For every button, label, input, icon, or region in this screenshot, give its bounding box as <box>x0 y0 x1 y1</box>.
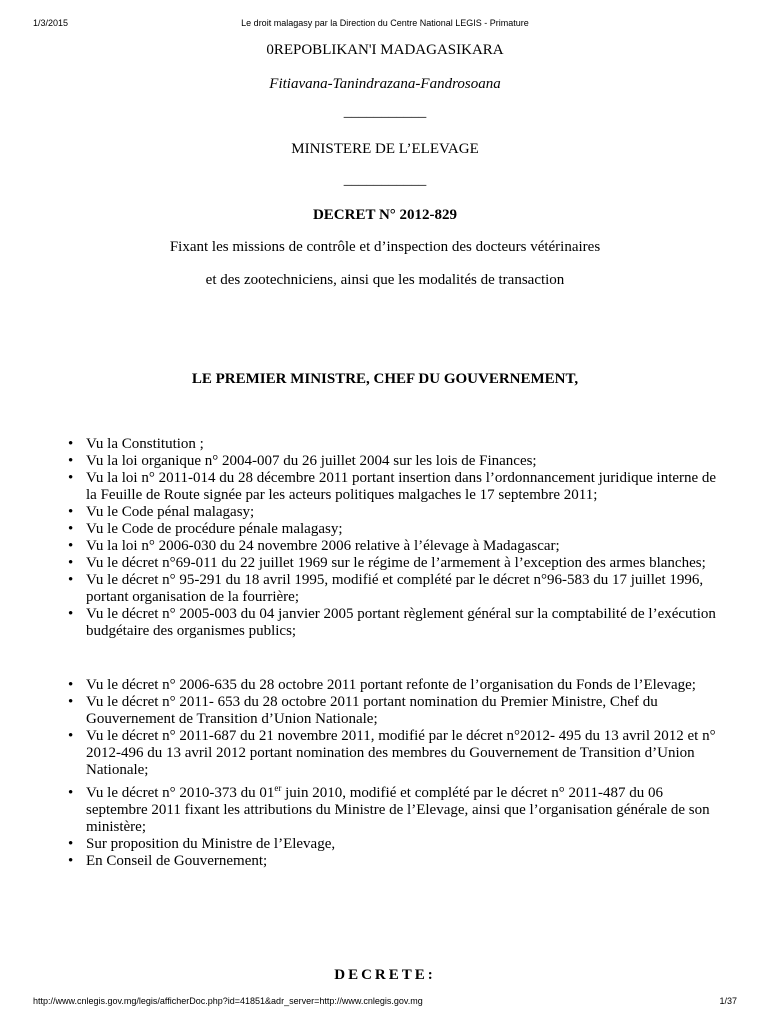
decree-subtitle-line1: Fixant les missions de contrôle et d’inspection des docteurs vétérinaires <box>169 239 601 255</box>
ministry-heading: MINISTERE DE L’ELEVAGE <box>291 141 479 157</box>
visa-item: • Vu le décret n°69-011 du 22 juillet 1969 sur le régime de l’armement à l’exception des armes blanches; <box>63 555 723 572</box>
visa-item: • Vu le décret n° 2011- 653 du 28 octobre 2011 portant nomination du Premier Ministre, Chef du Gouvernement de Transition d’Union Nationale; <box>63 694 723 728</box>
visa-text: juin 2010, modifié et complété par le décret n° 2011-487 du 06 septembre 2011 fixant les attributions du Ministre de l’Elevage, ainsi que l’organisation générale de son ministère; <box>86 785 710 835</box>
visa-list <box>63 677 723 870</box>
visa-item: • Vu la loi n° 2011-014 du 28 décembre 2011 portant insertion dans l’ordonnancement juridique interne de la Feuille de Route signée par les acteurs politiques malgaches le 17 septembre 2011; <box>63 470 723 504</box>
visa-item: • Vu le décret n° 2011-687 du 21 novembre 2011, modifié par le décret n°2012- 495 du 13 avril 2012 et n° 2012-496 du 13 avril 2012 portant nomination des membres du Gouvernement de Transition d’Union Nationale; <box>63 728 723 779</box>
decree-subtitle-line2: et des zootechniciens, ainsi que les modalités de transaction <box>205 272 565 288</box>
visa-item: • Vu la Constitution ; <box>63 436 723 453</box>
visa-item: • Sur proposition du Ministre de l’Elevage, <box>63 836 723 853</box>
visa-item: • En Conseil de Gouvernement; <box>63 853 723 870</box>
visa-item: • Vu la loi n° 2006-030 du 24 novembre 2006 relative à l’élevage à Madagascar; <box>63 538 723 555</box>
visa-item <box>63 785 723 836</box>
decree-number: DECRET N° 2012-829 <box>312 207 458 223</box>
republic-heading: 0REPOBLIKAN'I MADAGASIKARA <box>266 42 504 58</box>
decrete-heading: DECRETE: <box>334 967 436 983</box>
visa-item: • Vu le décret n° 95-291 du 18 avril 1995, modifié et complété par le décret n°96-583 du 17 juillet 1996, portant organisation de la fourrière; <box>63 572 723 606</box>
visa-item: • Vu le Code de procédure pénale malagasy; <box>63 521 723 538</box>
page-number: 1/37 <box>719 996 737 1006</box>
visa-item: • Vu le décret n° 2006-635 du 28 octobre 2011 portant refonte de l’organisation du Fonds de l’Elevage; <box>63 677 723 694</box>
print-header <box>0 18 770 30</box>
national-motto: Fitiavana-Tanindrazana-Fandrosoana <box>269 76 501 92</box>
visa-text: Vu le décret n° 2010-373 du 01 <box>86 785 275 801</box>
separator-line: ___________ <box>343 172 427 188</box>
print-date: 1/3/2015 <box>33 18 69 28</box>
print-page-title: Le droit malagasy par la Direction du Centre National LEGIS - Primature <box>241 18 529 28</box>
visa-item: • Vu le décret n° 2005-003 du 04 janvier 2005 portant règlement général sur la comptabilité de l’exécution budgétaire des organismes publics; <box>63 606 723 640</box>
separator-line: ___________ <box>343 104 427 120</box>
premier-ministre-heading: LE PREMIER MINISTRE, CHEF DU GOUVERNEMENT, <box>191 371 579 387</box>
visa-item: • Vu la loi organique n° 2004-007 du 26 juillet 2004 sur les lois de Finances; <box>63 453 723 470</box>
visa-list <box>63 436 723 640</box>
visa-item: • Vu le Code pénal malagasy; <box>63 504 723 521</box>
print-footer <box>0 996 770 1008</box>
print-url[interactable]: http://www.cnlegis.gov.mg/legis/afficherDoc.php?id=41851&adr_server=http://www.cnlegis.gov.mg <box>33 996 423 1006</box>
visa-superscript: er <box>274 783 282 793</box>
